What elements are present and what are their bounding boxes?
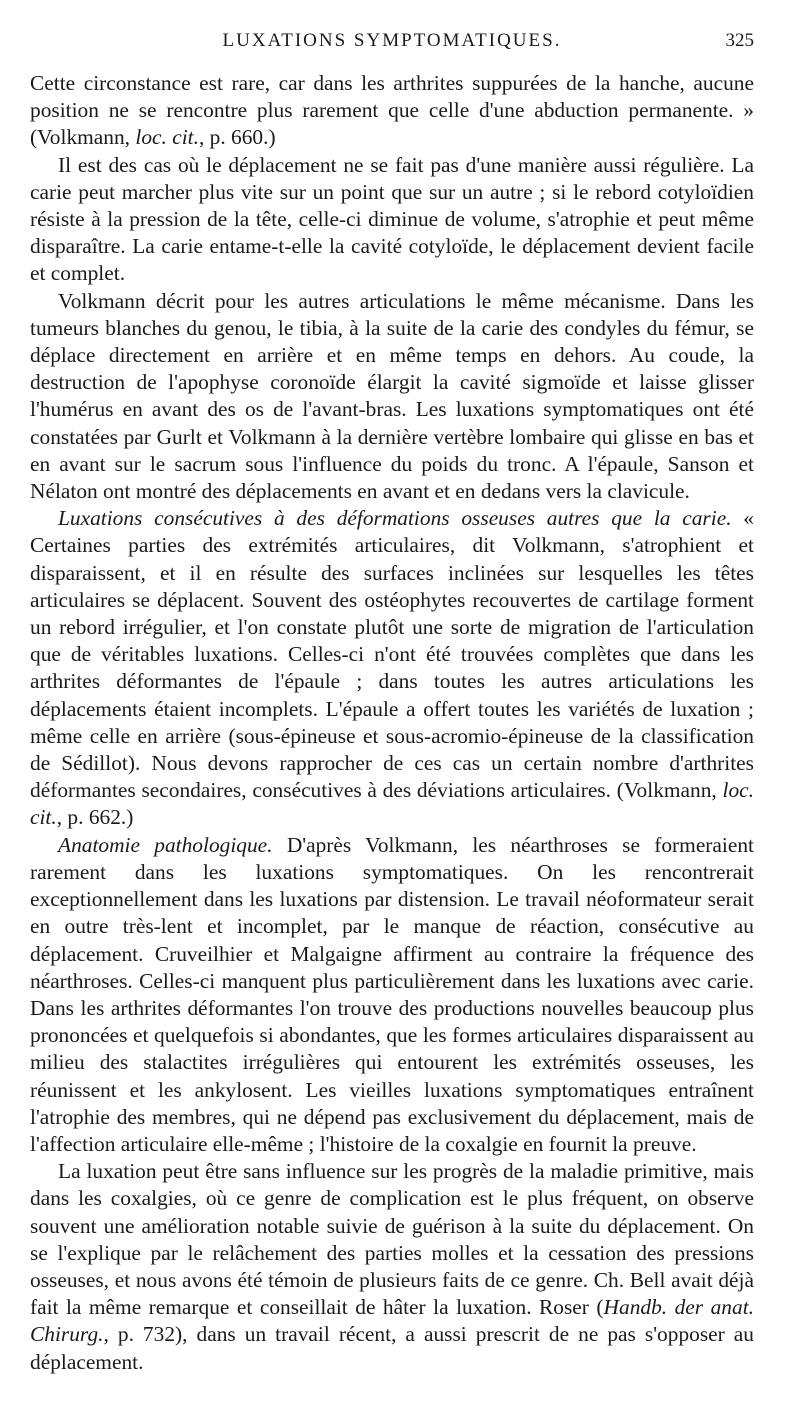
paragraph <box>30 70 754 152</box>
page-header <box>30 30 754 70</box>
text-run: Il est des cas où le déplacement ne se fait pas d'une manière aussi régulière. La carie peut marcher plus vite sur un point que sur un autre ; si le rebord cotyloïdien résiste à la pression de la tête, celle-ci diminue de volume, s'atrophie et peut même disparaître. La carie entame-t-elle la cavité cotyloïde, le déplacement devient facile et complet. <box>30 152 754 286</box>
paragraph <box>30 505 754 831</box>
italic-text: loc. cit. <box>135 125 199 150</box>
italic-text: Luxations consécutives à des déformations osseuses autres que la carie. <box>58 506 732 531</box>
text-run: , p. 660.) <box>198 125 276 150</box>
paragraph <box>30 832 754 1158</box>
text-run: , p. 732), dans un travail récent, a aussi prescrit de ne pas s'opposer au déplacement. <box>30 1322 754 1374</box>
italic-text: Anatomie pathologique. <box>58 832 273 857</box>
running-title: LUXATIONS SYMPTOMATIQUES. <box>222 30 562 51</box>
page-number: 325 <box>725 30 754 51</box>
italic-text: Handb. der anat. Chirurg. <box>30 1295 754 1347</box>
text-run: La luxation peut être sans influence sur les progrès de la maladie primitive, mais dans les coxalgies, où ce genre de complication est le plus fréquent, on observe souvent une amélioration notable suivie de guérison à la suite du déplacement. On se l'explique par le relâchement des parties molles et la cessation des pressions osseuses, et nous avons été témoin de plusieurs faits de ce genre. Ch. Bell avait déjà fait la même remarque et conseillait de hâter la luxation. Roser ( <box>30 1159 754 1320</box>
text-run: « Certaines parties des extrémités articulaires, dit Volkmann, s'atrophient et disparaissent, et il en résulte des surfaces inclinées sur lesquelles les têtes articulaires se déplacent. Souvent des ostéophytes recouvertes de cartilage forment un rebord irrégulier, et l'on constate plutôt une sorte de migration de l'articulation que de véritables luxations. Celles-ci n'ont été trouvées complètes que dans les arthrites déformantes de l'épaule ; dans toutes les autres articulations les déplacements étaient incomplets. L'épaule a offert toutes les variétés de luxation ; même celle en arrière (sous-épineuse et sous-acromio-épineuse de la classification de Sédillot). Nous devons rapprocher de ces cas un certain nombre d'arthrites déformantes secondaires, consécutives à des déviations articulaires. (Volkmann, <box>30 506 754 803</box>
paragraph <box>30 1158 754 1376</box>
text-run: D'après Volkmann, les néarthroses se formeraient rarement dans les luxations symptomatiques. On les rencontrerait exceptionnellement dans les luxations par distension. Le travail néoformateur serait en outre très-lent et incomplet, par le manque de réaction, consécutive au déplacement. Cruveilhier et Malgaigne affirment au contraire la fréquence des néarthroses. Celles-ci manquent plus particulièrement dans les luxations avec carie. Dans les arthrites déformantes l'on trouve des productions nouvelles beaucoup plus prononcées et quelquefois si abondantes, que les formes articulaires disparaissent au milieu des stalactites irrégulières qui entourent les extrémités osseuses, les réunissent et les ankylosent. Les vieilles luxations symptomatiques entraînent l'atrophie des membres, qui ne dépend pas exclusivement du déplacement, mais de l'affection articulaire elle-même ; l'histoire de la coxalgie en fournit la preuve. <box>30 832 755 1156</box>
italic-text: loc. cit. <box>30 778 754 830</box>
body-text <box>30 70 754 1376</box>
text-run: , p. 662.) <box>56 805 134 830</box>
paragraph <box>30 152 754 288</box>
text-run: Cette circonstance est rare, car dans les arthrites suppurées de la hanche, aucune position ne se rencontre plus rarement que celle d'une abduction permanente. » (Volkmann, <box>30 71 754 150</box>
paragraph <box>30 288 754 506</box>
text-run: Volkmann décrit pour les autres articulations le même mécanisme. Dans les tumeurs blanches du genou, le tibia, à la suite de la carie des condyles du fémur, se déplace directement en arrière et en même temps en dehors. Au coude, la destruction de l'apophyse coronoïde élargit la cavité sigmoïde et laisse glisser l'humérus en avant des os de l'avant-bras. Les luxations symptomatiques ont été constatées par Gurlt et Volkmann à la dernière vertèbre lombaire qui glisse en bas et en avant sur le sacrum sous l'influence du poids du tronc. A l'épaule, Sanson et Nélaton ont montré des déplacements en avant et en dedans vers la clavicule. <box>30 288 754 504</box>
